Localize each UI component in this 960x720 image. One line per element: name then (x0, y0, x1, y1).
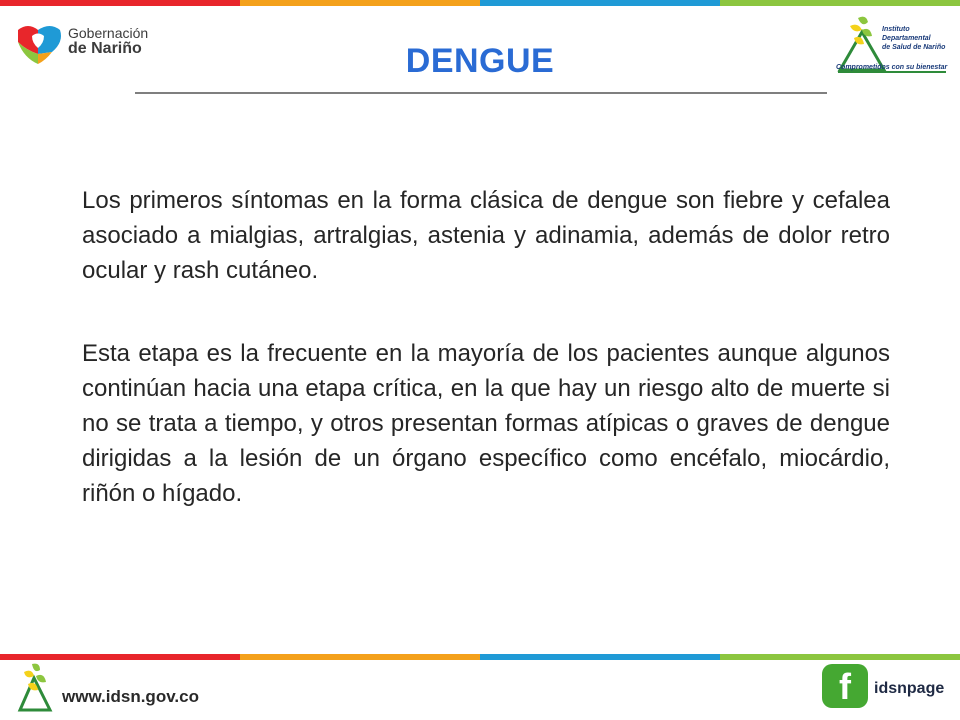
website-link[interactable]: www.idsn.gov.co (62, 687, 199, 706)
stripe-blue (480, 654, 720, 660)
bottom-color-stripe (0, 654, 960, 660)
idsn-footer-leaf-icon (16, 662, 56, 714)
paragraph-symptoms: Los primeros síntomas en la forma clásica de dengue son fiebre y cefalea asociado a mialgias, artralgias, astenia y adinamia, además de dolor retro ocular y rash cutáneo. (82, 187, 890, 284)
stripe-red (0, 654, 240, 660)
top-color-stripe (0, 0, 960, 6)
stripe-blue (480, 0, 720, 6)
facebook-icon[interactable]: f (822, 664, 868, 708)
idsn-line3: de Salud de Nariño (882, 44, 946, 51)
gobernacion-line1: Gobernación (68, 25, 149, 41)
gobernacion-line2: de Nariño (68, 39, 142, 57)
stripe-yellow (240, 0, 480, 6)
idsn-line1: Instituto (882, 26, 910, 33)
page-title: DENGUE (405, 42, 555, 80)
main-content (82, 183, 890, 511)
facebook-handle[interactable]: idsnpage (874, 680, 945, 697)
stripe-yellow (240, 654, 480, 660)
paragraph-stage: Esta etapa es la frecuente en la mayoría de los pacientes aunque algunos continúan hacia una etapa crítica, en la que hay un riesgo alto de muerte si no se trata a tiempo, y otros presentan formas atípicas o graves de dengue dirigidas a la lesión de un órgano específico como encéfalo, miocárdio, riñón o hígado. (82, 340, 890, 507)
stripe-green (720, 654, 960, 660)
stripe-red (0, 0, 240, 6)
idsn-line2: Departamental (882, 35, 931, 42)
stripe-green (720, 0, 960, 6)
title-divider (135, 92, 827, 94)
idsn-slogan: Comprometidos con su bienestar (836, 64, 948, 71)
